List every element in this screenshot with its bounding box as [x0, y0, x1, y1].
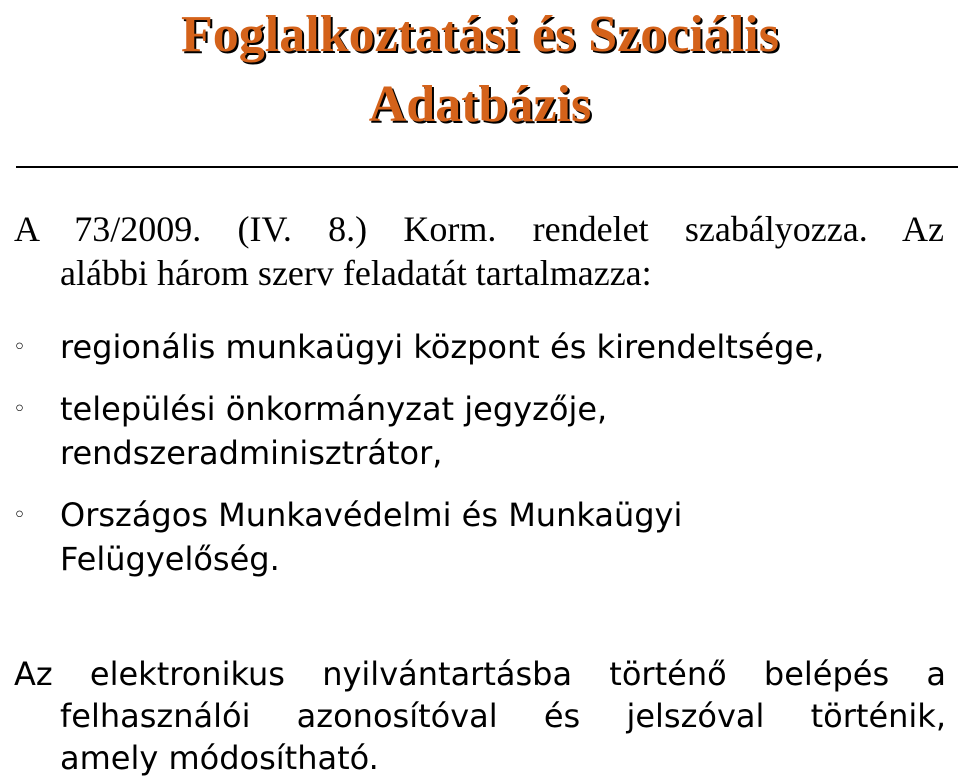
intro-line-2: alábbi három szerv feladatát tartalmazza:: [60, 253, 652, 293]
footer-paragraph: [14, 653, 946, 779]
bullet-circle-icon: ◦: [13, 397, 26, 422]
list-item-text: Felügyelőség.: [60, 540, 280, 578]
page-title-line-2: Adatbázis: [368, 76, 592, 133]
intro-paragraph: [14, 207, 944, 295]
list-item: [0, 387, 960, 475]
list-item-text: Országos Munkavédelmi és Munkaügyi: [60, 496, 683, 534]
bullet-circle-icon: ◦: [13, 503, 26, 528]
list-item: [0, 493, 960, 581]
footer-line-3: amely módosítható.: [60, 739, 379, 777]
bullet-circle-icon: ◦: [13, 335, 26, 360]
organization-list: [0, 325, 960, 599]
intro-line-1: A 73/2009. (IV. 8.) Korm. rendelet szabályozza. Az: [14, 209, 944, 249]
footer-line-2: felhasználói azonosítóval és jelszóval történik,: [60, 697, 946, 735]
title-divider: [16, 166, 958, 168]
list-item-text: regionális munkaügyi központ és kirendeltsége,: [60, 328, 825, 366]
list-item: [0, 325, 960, 369]
footer-line-1: Az elektronikus nyilvántartásba történő belépés a: [14, 655, 946, 693]
page-title: [0, 0, 960, 140]
list-item-text: rendszeradminisztrátor,: [60, 434, 443, 472]
page-title-line-1: Foglalkoztatási és Szociális: [181, 6, 779, 63]
list-item-text: települési önkormányzat jegyzője,: [60, 390, 608, 428]
